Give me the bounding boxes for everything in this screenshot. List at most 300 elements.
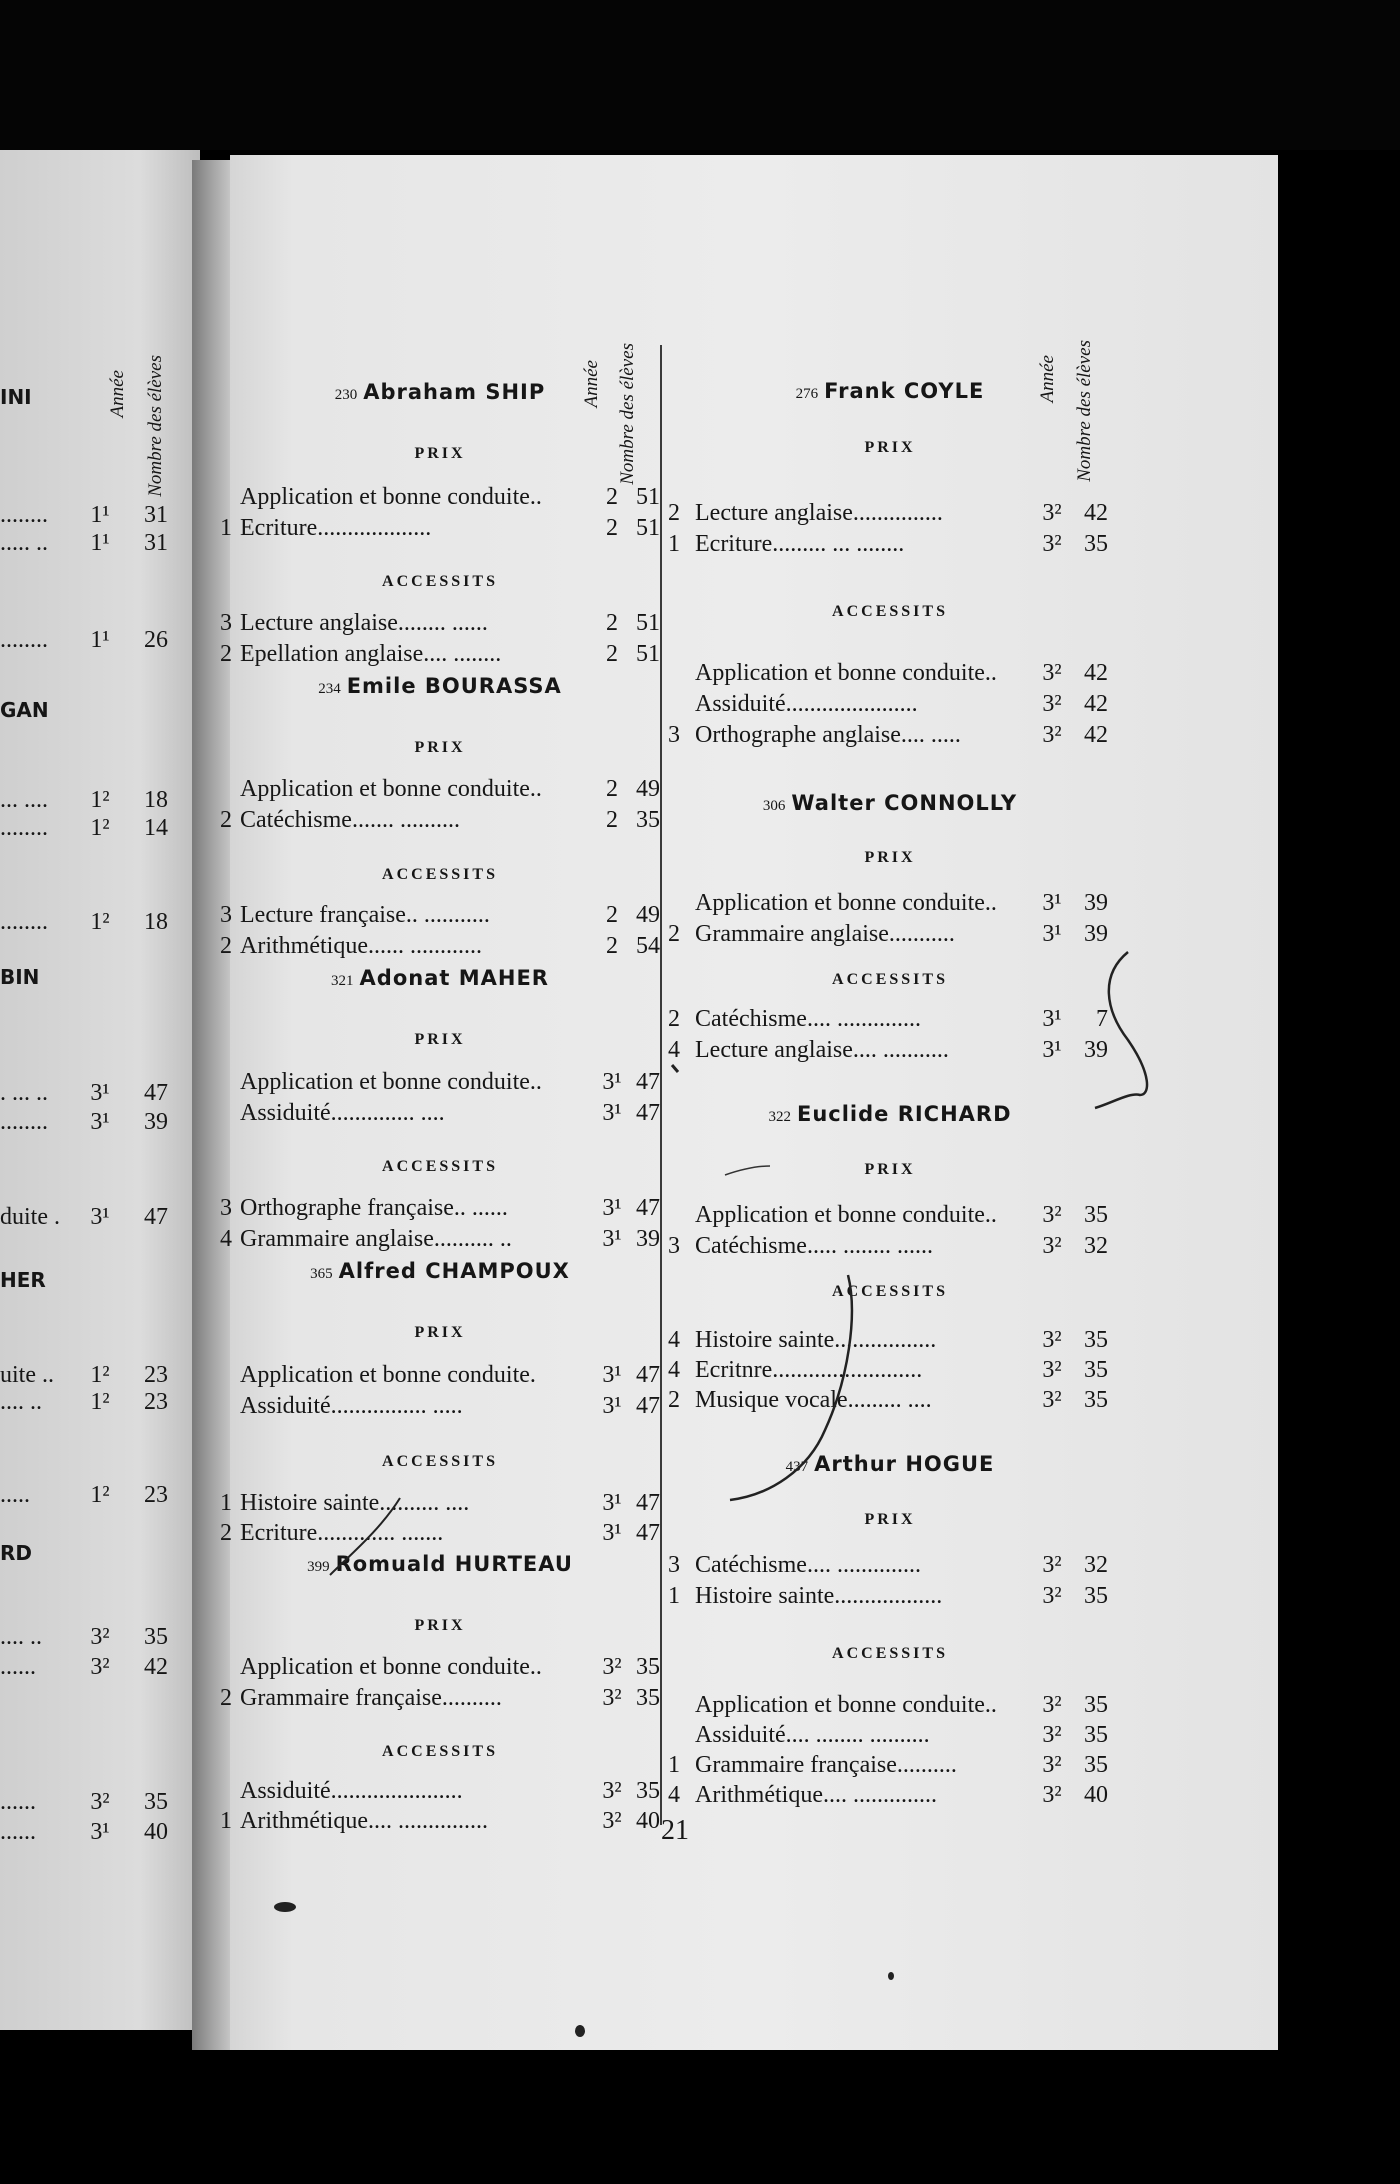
clipped-award-class-size: 47 <box>144 1080 168 1106</box>
student-fullname: Adonat MAHER <box>359 966 549 990</box>
student-name <box>665 1098 1115 1130</box>
award-rank: 2 <box>220 641 232 667</box>
award-row <box>665 1690 1115 1720</box>
clipped-award-year: 1¹ <box>90 530 110 556</box>
award-subject: Catéchisme.... .............. <box>695 1552 921 1578</box>
award-row <box>665 1780 1115 1810</box>
award-row <box>665 1385 1115 1415</box>
award-year: 3¹ <box>602 1393 622 1419</box>
award-year: 3¹ <box>1042 1006 1062 1032</box>
clipped-award-subject: ...... <box>0 1654 36 1680</box>
clipped-award-row <box>0 1078 185 1108</box>
award-rank: 4 <box>668 1327 680 1353</box>
page-number: 21 <box>661 1815 689 1846</box>
clipped-award-year: 1¹ <box>90 502 110 528</box>
award-subject: Application et bonne conduite. <box>240 1362 536 1388</box>
award-class-size: 47 <box>636 1520 660 1546</box>
award-class-size: 47 <box>636 1069 660 1095</box>
clipped-award-row <box>0 1387 185 1417</box>
award-row <box>220 1806 660 1836</box>
award-class-size: 49 <box>636 776 660 802</box>
award-class-size: 35 <box>1084 1327 1108 1353</box>
accessits-heading: ACCESSITS <box>832 971 948 988</box>
award-year: 2 <box>606 484 618 510</box>
award-year: 3² <box>1042 1357 1062 1383</box>
award-class-size: 51 <box>636 641 660 667</box>
student-number: 399 <box>307 1559 330 1575</box>
accessits-heading: ACCESSITS <box>382 1743 498 1760</box>
award-class-size: 39 <box>1084 1037 1108 1063</box>
award-year: 2 <box>606 610 618 636</box>
award-subject: Assiduité.... ........ .......... <box>695 1722 930 1748</box>
student-number: 306 <box>762 798 786 814</box>
award-subject: Assiduité.............. .... <box>240 1100 445 1126</box>
clipped-award-subject: ........ <box>0 502 48 528</box>
award-class-size: 7 <box>1096 1006 1108 1032</box>
award-class-size: 39 <box>1084 921 1108 947</box>
left-annee-header: Année <box>107 370 128 418</box>
clipped-award-row <box>0 1622 185 1652</box>
award-class-size: 42 <box>1084 691 1108 717</box>
award-subject: Lecture anglaise.... ........... <box>695 1037 949 1063</box>
award-subject: Ecriture................... <box>240 515 432 541</box>
clipped-award-class-size: 35 <box>144 1789 168 1815</box>
clipped-award-class-size: 18 <box>144 909 168 935</box>
award-class-size: 35 <box>636 1654 660 1680</box>
clipped-award-subject: ...... <box>0 1789 36 1815</box>
clipped-award-subject: ........ <box>0 627 48 653</box>
award-row <box>220 1652 660 1682</box>
award-year: 3² <box>1042 1552 1062 1578</box>
award-subject: Assiduité................ ..... <box>240 1393 463 1419</box>
award-class-size: 42 <box>1084 500 1108 526</box>
award-subject: Lecture anglaise............... <box>695 500 943 526</box>
clipped-award-class-size: 40 <box>144 1819 168 1845</box>
student-number: 322 <box>768 1109 791 1125</box>
clipped-student-name: BIN <box>0 965 40 989</box>
award-class-size: 35 <box>1084 1202 1108 1228</box>
award-subject: Assiduité...................... <box>240 1778 463 1804</box>
student-number: 365 <box>310 1266 333 1282</box>
award-subject: Application et bonne conduite.. <box>240 1069 542 1095</box>
award-row <box>220 1391 660 1421</box>
award-subject: Lecture anglaise........ ...... <box>240 610 488 636</box>
award-subject: Application et bonne conduite.. <box>695 1202 997 1228</box>
award-year: 2 <box>606 641 618 667</box>
award-year: 3² <box>602 1808 622 1834</box>
award-rank: 2 <box>668 1387 680 1413</box>
col-b-nombre-header: Nombre des élèves <box>1074 340 1095 482</box>
clipped-award-subject: ........ <box>0 1109 48 1135</box>
student-fullname: Walter CONNOLLY <box>791 791 1018 815</box>
award-rank: 2 <box>220 1685 232 1711</box>
award-subject: Catéchisme....... .......... <box>240 807 460 833</box>
clipped-award-year: 3² <box>90 1789 110 1815</box>
award-subject: Grammaire française.......... <box>695 1752 957 1778</box>
award-class-size: 35 <box>1084 1752 1108 1778</box>
award-year: 3² <box>1042 1327 1062 1353</box>
award-class-size: 51 <box>636 610 660 636</box>
award-subject: Musique vocale......... .... <box>695 1387 932 1413</box>
award-rank: 2 <box>220 933 232 959</box>
award-row <box>665 1581 1115 1611</box>
award-class-size: 35 <box>636 1778 660 1804</box>
award-subject: Grammaire anglaise........... <box>695 921 955 947</box>
clipped-award-class-size: 35 <box>144 1624 168 1650</box>
award-row <box>220 900 660 930</box>
accessits-heading: ACCESSITS <box>832 1645 948 1662</box>
award-year: 3² <box>1042 531 1062 557</box>
award-row <box>220 1518 660 1548</box>
student-number: 437 <box>785 1459 809 1475</box>
prix-heading: PRIX <box>864 849 916 866</box>
student-name <box>665 375 1115 407</box>
clipped-award-class-size: 23 <box>144 1362 168 1388</box>
award-year: 3¹ <box>602 1520 622 1546</box>
clipped-award-year: 3¹ <box>90 1109 110 1135</box>
award-row <box>220 805 660 835</box>
award-year: 3¹ <box>1042 921 1062 947</box>
award-rank: 1 <box>668 1583 680 1609</box>
student-fullname: Romuald HURTEAU <box>335 1552 573 1576</box>
award-rank: 2 <box>668 921 680 947</box>
award-class-size: 51 <box>636 515 660 541</box>
award-row <box>665 1550 1115 1580</box>
award-year: 3² <box>1042 500 1062 526</box>
clipped-award-year: 3² <box>90 1624 110 1650</box>
clipped-award-class-size: 39 <box>144 1109 168 1135</box>
accessits-heading: ACCESSITS <box>382 573 498 590</box>
award-row <box>220 513 660 543</box>
student-number: 321 <box>331 973 354 989</box>
award-year: 3² <box>1042 1722 1062 1748</box>
award-row <box>665 689 1115 719</box>
clipped-award-subject: ........ <box>0 815 48 841</box>
award-year: 3² <box>602 1654 622 1680</box>
award-rank: 3 <box>220 1195 232 1221</box>
award-rank: 1 <box>220 1490 232 1516</box>
award-row <box>220 482 660 512</box>
student-number: 234 <box>318 681 341 697</box>
clipped-award-row <box>0 1480 185 1510</box>
award-class-size: 39 <box>636 1226 660 1252</box>
award-row <box>220 931 660 961</box>
award-year: 2 <box>606 933 618 959</box>
award-subject: Orthographe française.. ...... <box>240 1195 508 1221</box>
award-class-size: 47 <box>636 1393 660 1419</box>
award-rank: 2 <box>220 1520 232 1546</box>
clipped-award-year: 1² <box>90 815 110 841</box>
clipped-award-subject: ........ <box>0 909 48 935</box>
award-row <box>220 1360 660 1390</box>
clipped-student-name: GAN <box>0 698 49 722</box>
award-year: 3¹ <box>602 1195 622 1221</box>
col-b-annee-header: Année <box>1037 355 1058 403</box>
award-row <box>665 1750 1115 1780</box>
award-class-size: 42 <box>1084 660 1108 686</box>
award-subject: Orthographe anglaise.... ..... <box>695 722 961 748</box>
student-name <box>220 1548 660 1580</box>
prix-heading: PRIX <box>864 1511 916 1528</box>
clipped-award-year: 3² <box>90 1654 110 1680</box>
award-row <box>220 639 660 669</box>
accessits-heading: ACCESSITS <box>382 866 498 883</box>
accessits-heading: ACCESSITS <box>382 1453 498 1470</box>
award-rank: 3 <box>668 1233 680 1259</box>
award-year: 2 <box>606 807 618 833</box>
award-rank: 2 <box>220 807 232 833</box>
award-row <box>665 919 1115 949</box>
award-class-size: 47 <box>636 1195 660 1221</box>
award-subject: Application et bonne conduite.. <box>240 484 542 510</box>
award-year: 3² <box>1042 1233 1062 1259</box>
clipped-award-row <box>0 813 185 843</box>
award-class-size: 35 <box>1084 1583 1108 1609</box>
clipped-award-class-size: 47 <box>144 1204 168 1230</box>
award-class-size: 47 <box>636 1490 660 1516</box>
award-row <box>220 1098 660 1128</box>
clipped-award-class-size: 23 <box>144 1389 168 1415</box>
award-year: 3¹ <box>602 1226 622 1252</box>
award-row <box>220 608 660 638</box>
left-nombre-header: Nombre des élèves <box>145 355 166 497</box>
award-subject: Application et bonne conduite.. <box>240 776 542 802</box>
award-subject: Ecriture............. ....... <box>240 1520 444 1546</box>
award-rank: 3 <box>668 722 680 748</box>
award-class-size: 35 <box>636 807 660 833</box>
prix-heading: PRIX <box>864 439 916 456</box>
award-row <box>665 1325 1115 1355</box>
award-class-size: 40 <box>636 1808 660 1834</box>
award-rank: 3 <box>220 902 232 928</box>
award-year: 3² <box>1042 660 1062 686</box>
student-fullname: Arthur HOGUE <box>814 1452 995 1476</box>
clipped-award-row <box>0 500 185 530</box>
award-row <box>220 1224 660 1254</box>
award-subject: Epellation anglaise.... ........ <box>240 641 502 667</box>
award-subject: Catéchisme.... .............. <box>695 1006 921 1032</box>
award-row <box>665 1355 1115 1385</box>
clipped-award-class-size: 42 <box>144 1654 168 1680</box>
clipped-award-year: 3¹ <box>90 1819 110 1845</box>
accessits-heading: ACCESSITS <box>832 1283 948 1300</box>
award-class-size: 49 <box>636 902 660 928</box>
clipped-award-subject: ..... .. <box>0 530 48 556</box>
award-rank: 2 <box>668 1006 680 1032</box>
award-rank: 4 <box>668 1037 680 1063</box>
award-row <box>665 720 1115 750</box>
student-number: 230 <box>334 387 358 403</box>
clipped-award-row <box>0 528 185 558</box>
prix-heading: PRIX <box>414 1324 466 1341</box>
award-subject: Grammaire française.......... <box>240 1685 502 1711</box>
award-subject: Application et bonne conduite.. <box>240 1654 542 1680</box>
clipped-award-year: 1¹ <box>90 627 110 653</box>
award-rank: 4 <box>220 1226 232 1252</box>
student-fullname: Abraham SHIP <box>363 380 546 404</box>
clipped-award-year: 3¹ <box>90 1080 110 1106</box>
award-rank: 4 <box>668 1782 680 1808</box>
award-year: 3¹ <box>602 1362 622 1388</box>
award-row <box>665 1231 1115 1261</box>
col-a-annee-header: Année <box>581 360 602 408</box>
award-subject: Lecture française.. ........... <box>240 902 490 928</box>
student-fullname: Euclide RICHARD <box>796 1102 1012 1126</box>
award-year: 3¹ <box>602 1100 622 1126</box>
award-rank: 1 <box>668 1752 680 1778</box>
clipped-award-subject: .... .. <box>0 1389 42 1415</box>
prix-heading: PRIX <box>864 1161 916 1178</box>
accessits-heading: ACCESSITS <box>832 603 948 620</box>
clipped-award-row <box>0 1787 185 1817</box>
award-subject: Ecritnre......................... <box>695 1357 923 1383</box>
award-year: 3² <box>1042 1692 1062 1718</box>
award-subject: Grammaire anglaise.......... .. <box>240 1226 512 1252</box>
award-class-size: 35 <box>636 1685 660 1711</box>
award-row <box>665 529 1115 559</box>
award-class-size: 47 <box>636 1100 660 1126</box>
award-rank: 1 <box>668 531 680 557</box>
clipped-award-year: 1² <box>90 909 110 935</box>
clipped-award-class-size: 26 <box>144 627 168 653</box>
award-subject: Ecriture......... ... ........ <box>695 531 905 557</box>
award-year: 3² <box>602 1778 622 1804</box>
scan-border <box>0 0 1400 150</box>
award-row <box>220 774 660 804</box>
award-year: 3¹ <box>1042 890 1062 916</box>
clipped-award-year: 1² <box>90 1482 110 1508</box>
student-fullname: Alfred CHAMPOUX <box>338 1259 570 1283</box>
clipped-award-year: 1² <box>90 1362 110 1388</box>
prix-heading: PRIX <box>414 739 466 756</box>
award-class-size: 51 <box>636 484 660 510</box>
award-year: 3² <box>1042 1752 1062 1778</box>
award-row <box>220 1776 660 1806</box>
award-rank: 1 <box>220 1808 232 1834</box>
clipped-award-year: 1² <box>90 787 110 813</box>
award-subject: Assiduité...................... <box>695 691 918 717</box>
award-subject: Arithmétique.... ............... <box>240 1808 488 1834</box>
award-class-size: 35 <box>1084 1722 1108 1748</box>
prix-heading: PRIX <box>414 1617 466 1634</box>
award-subject: Histoire sainte.......... .... <box>240 1490 470 1516</box>
award-row <box>665 888 1115 918</box>
prix-heading: PRIX <box>414 445 466 462</box>
award-year: 3² <box>1042 691 1062 717</box>
clipped-award-row <box>0 1202 185 1232</box>
award-row <box>665 1035 1115 1065</box>
clipped-award-row <box>0 1652 185 1682</box>
clipped-award-class-size: 14 <box>144 815 168 841</box>
award-subject: Arithmétique.... .............. <box>695 1782 937 1808</box>
clipped-award-class-size: 18 <box>144 787 168 813</box>
student-name <box>665 1448 1115 1480</box>
student-name <box>220 670 660 702</box>
award-year: 3¹ <box>602 1069 622 1095</box>
award-row <box>665 658 1115 688</box>
award-year: 3² <box>1042 1583 1062 1609</box>
award-class-size: 40 <box>1084 1782 1108 1808</box>
award-year: 3¹ <box>602 1490 622 1516</box>
award-year: 3² <box>1042 1202 1062 1228</box>
award-row <box>220 1683 660 1713</box>
clipped-award-subject: ... .... <box>0 787 48 813</box>
clipped-award-class-size: 31 <box>144 530 168 556</box>
clipped-award-year: 3¹ <box>90 1204 110 1230</box>
ink-speck <box>575 2025 585 2037</box>
award-row <box>220 1193 660 1223</box>
award-class-size: 35 <box>1084 1692 1108 1718</box>
award-subject: Arithmétique...... ............ <box>240 933 482 959</box>
award-rank: 1 <box>220 515 232 541</box>
award-year: 3² <box>1042 1782 1062 1808</box>
award-class-size: 35 <box>1084 531 1108 557</box>
clipped-award-class-size: 31 <box>144 502 168 528</box>
award-row <box>665 1004 1115 1034</box>
student-name <box>665 787 1115 819</box>
clipped-student-name: HER <box>0 1268 46 1292</box>
student-name <box>220 1255 660 1287</box>
award-subject: Histoire sainte.................. <box>695 1583 943 1609</box>
award-row <box>220 1067 660 1097</box>
award-row <box>665 498 1115 528</box>
ink-speck <box>274 1902 296 1912</box>
student-name <box>220 962 660 994</box>
clipped-award-row <box>0 1817 185 1847</box>
clipped-award-subject: . ... .. <box>0 1080 48 1106</box>
award-subject: Application et bonne conduite.. <box>695 1692 997 1718</box>
clipped-award-class-size: 23 <box>144 1482 168 1508</box>
clipped-award-row <box>0 625 185 655</box>
award-class-size: 35 <box>1084 1387 1108 1413</box>
award-rank: 4 <box>668 1357 680 1383</box>
clipped-student-name: INI <box>0 385 32 409</box>
award-row <box>665 1200 1115 1230</box>
award-year: 3¹ <box>1042 1037 1062 1063</box>
award-subject: Catéchisme..... ........ ...... <box>695 1233 933 1259</box>
accessits-heading: ACCESSITS <box>382 1158 498 1175</box>
clipped-award-subject: ...... <box>0 1819 36 1845</box>
award-class-size: 47 <box>636 1362 660 1388</box>
award-class-size: 32 <box>1084 1552 1108 1578</box>
col-a-nombre-header: Nombre des élèves <box>617 343 638 485</box>
clipped-award-subject: ..... <box>0 1482 30 1508</box>
award-class-size: 42 <box>1084 722 1108 748</box>
award-year: 3² <box>602 1685 622 1711</box>
student-name <box>220 376 660 408</box>
award-class-size: 39 <box>1084 890 1108 916</box>
student-number: 276 <box>795 386 819 402</box>
award-subject: Application et bonne conduite.. <box>695 890 997 916</box>
student-fullname: Frank COYLE <box>824 379 985 403</box>
student-fullname: Emile BOURASSA <box>346 674 562 698</box>
award-class-size: 32 <box>1084 1233 1108 1259</box>
award-year: 3² <box>1042 722 1062 748</box>
award-subject: Histoire sainte................. <box>695 1327 937 1353</box>
award-row <box>220 1488 660 1518</box>
clipped-award-subject: uite .. <box>0 1362 54 1388</box>
award-year: 3² <box>1042 1387 1062 1413</box>
clipped-award-row <box>0 785 185 815</box>
clipped-award-subject: duite . <box>0 1204 60 1230</box>
award-rank: 3 <box>220 610 232 636</box>
clipped-award-subject: .... .. <box>0 1624 42 1650</box>
award-subject: Application et bonne conduite.. <box>695 660 997 686</box>
award-year: 2 <box>606 902 618 928</box>
prix-heading: PRIX <box>414 1031 466 1048</box>
clipped-student-name: RD <box>0 1541 33 1565</box>
award-class-size: 54 <box>636 933 660 959</box>
